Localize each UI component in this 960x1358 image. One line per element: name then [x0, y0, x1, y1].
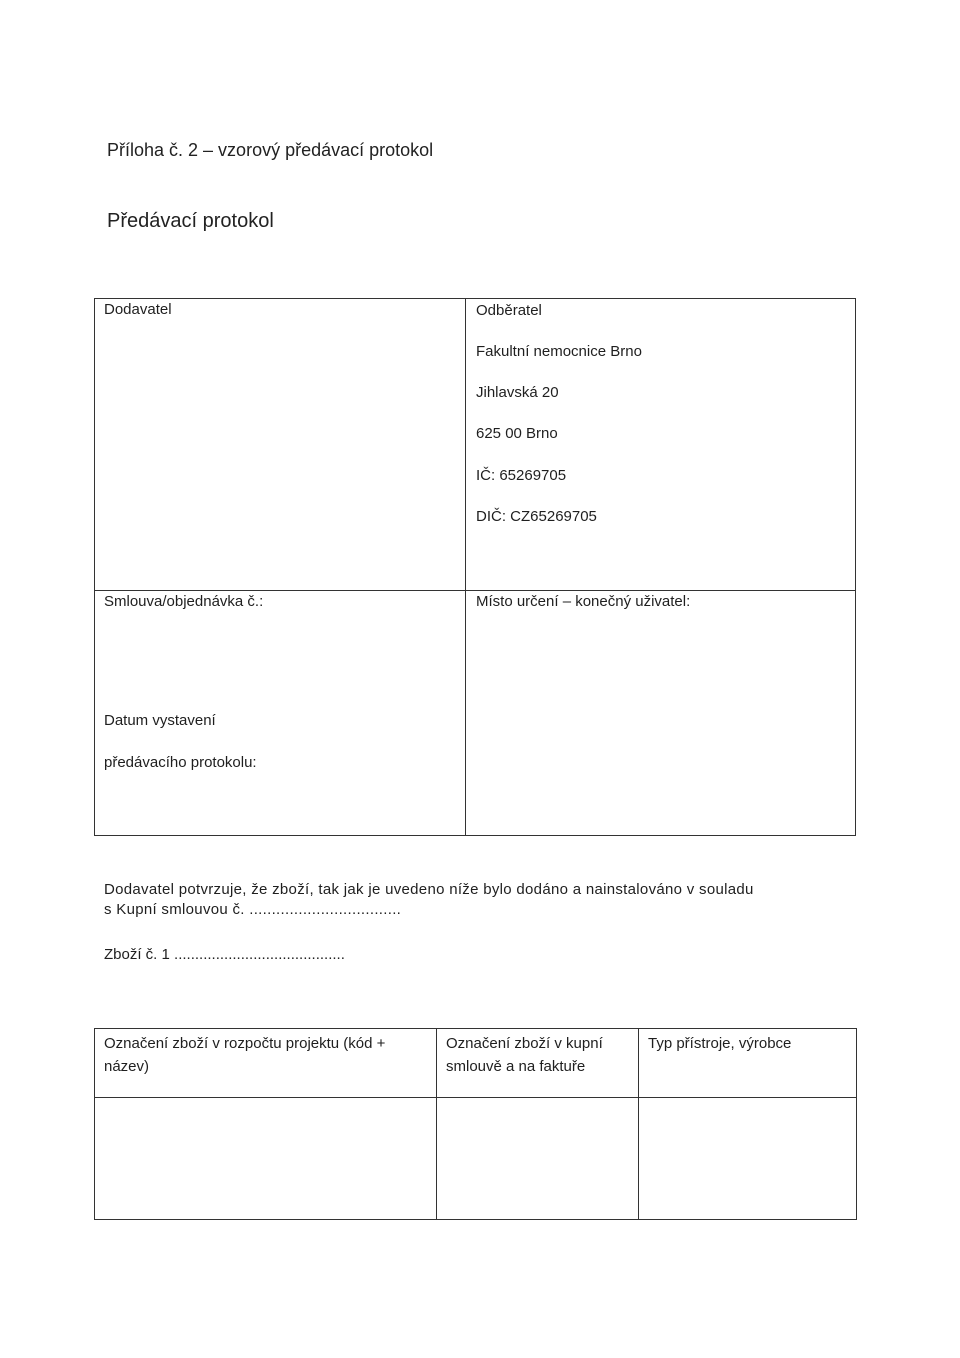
customer-label: Odběratel: [476, 302, 542, 319]
header-line: Označení zboží v rozpočtu projektu (kód +: [104, 1035, 386, 1052]
header-device-type: [648, 1032, 853, 1055]
supplier-label: Dodavatel: [104, 301, 172, 318]
header-line: název): [104, 1058, 150, 1075]
table-divider: [638, 1029, 639, 1219]
header-line: Označení zboží v kupní: [446, 1035, 603, 1052]
goods-number: Zboží č. 1 .........................................: [104, 946, 345, 963]
customer-city: 625 00 Brno: [476, 425, 558, 442]
customer-ic: IČ: 65269705: [476, 467, 567, 484]
header-budget-designation: [104, 1032, 429, 1078]
customer-dic: DIČ: CZ65269705: [476, 508, 597, 525]
table-divider: [465, 299, 466, 835]
confirmation-line: Dodavatel potvrzuje, že zboží, tak jak je uvedeno níže bylo dodáno a nainstalováno v souladu: [104, 881, 754, 898]
goods-table: [94, 1028, 857, 1220]
header-contract-designation: [446, 1032, 636, 1078]
confirmation-text: [104, 880, 844, 920]
header-line: smlouvě a na faktuře: [446, 1058, 586, 1075]
table-divider: [95, 1097, 856, 1098]
annex-label: Příloha č. 2 – vzorový předávací protokol: [107, 140, 434, 160]
table-divider: [95, 590, 855, 591]
contract-reference: s Kupní smlouvou č. ..................................: [104, 901, 402, 918]
table-divider: [436, 1029, 437, 1219]
destination-label: Místo určení – konečný uživatel:: [476, 593, 691, 610]
header-line: Typ přístroje, výrobce: [648, 1035, 792, 1052]
contract-label: Smlouva/objednávka č.:: [104, 593, 264, 610]
customer-name: Fakultní nemocnice Brno: [476, 343, 642, 360]
date-label-cont: předávacího protokolu:: [104, 754, 257, 771]
document-title: Předávací protokol: [107, 210, 274, 232]
date-label: Datum vystavení: [104, 712, 216, 729]
customer-street: Jihlavská 20: [476, 384, 559, 401]
